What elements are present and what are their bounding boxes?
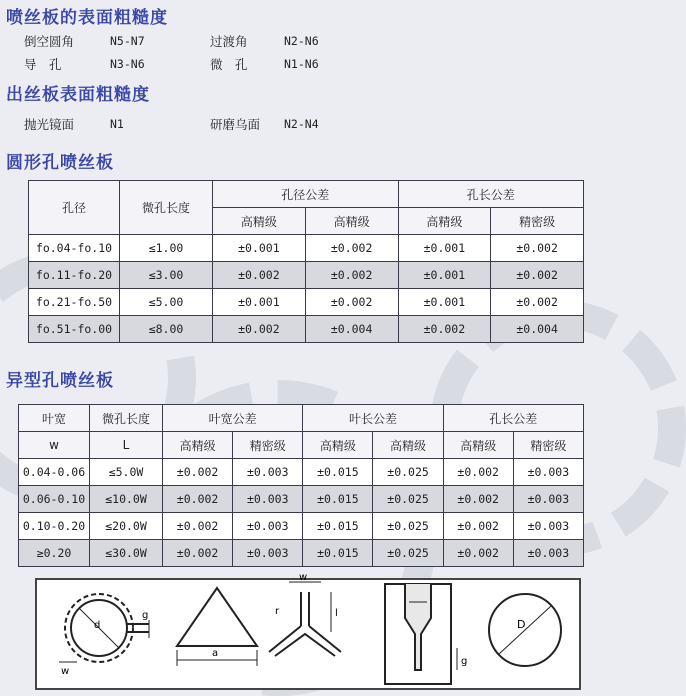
diagram-svg: [37, 572, 579, 688]
header-cell: w: [19, 432, 90, 459]
kv-label: 抛光镜面: [24, 117, 75, 132]
header-cell: 微孔长度: [90, 405, 163, 432]
table-cell: ≤30.0W: [90, 540, 163, 567]
keyhole-shape: [59, 594, 149, 662]
table-cell: ±0.002: [305, 289, 398, 316]
header-cell: 精密级: [491, 208, 584, 235]
table-cell: ±0.003: [233, 540, 303, 567]
header-cell: 微孔长度: [120, 181, 213, 235]
diagram-label-a: a: [212, 648, 219, 659]
table-cell: 0.06-0.10: [19, 486, 90, 513]
table-cell: ±0.002: [213, 262, 306, 289]
cross-section-shape: [385, 584, 457, 684]
y-shape: [269, 582, 341, 656]
section-title: 圆形孔喷丝板: [6, 153, 114, 173]
table-cell: fo.51-fo.00: [29, 316, 120, 343]
table-cell: ±0.003: [513, 513, 583, 540]
hole-profile-diagram: [35, 572, 581, 690]
table-cell: ±0.003: [513, 540, 583, 567]
table-cell: fo.21-fo.50: [29, 289, 120, 316]
table-cell: ±0.015: [303, 513, 373, 540]
table-cell: ±0.025: [373, 459, 443, 486]
diagram-label-l: l: [335, 608, 338, 619]
section-title: 异型孔喷丝板: [6, 371, 114, 391]
header-cell: 高精级: [213, 208, 306, 235]
table-cell: ±0.002: [443, 459, 513, 486]
table-cell: ±0.001: [398, 235, 491, 262]
table-cell: ±0.002: [491, 289, 584, 316]
table-cell: ±0.002: [213, 316, 306, 343]
diagram-label-g2: g: [461, 656, 468, 667]
header-cell: 精密级: [233, 432, 303, 459]
table-cell: ±0.002: [163, 513, 233, 540]
table-cell: ±0.004: [491, 316, 584, 343]
table-cell: fo.11-fo.20: [29, 262, 120, 289]
table-cell: ±0.003: [233, 486, 303, 513]
header-cell: 高精级: [373, 432, 443, 459]
kv-value: N5-N7: [110, 34, 145, 48]
table-cell: ±0.002: [163, 486, 233, 513]
kv-row: 倒空圆角: [24, 34, 75, 49]
header-cell: 高精级: [163, 432, 233, 459]
table-cell: ±0.003: [233, 513, 303, 540]
header-cell: L: [90, 432, 163, 459]
kv-label: 微 孔: [210, 57, 248, 72]
diagram-label-D: D: [517, 618, 526, 631]
table-cell: ≥0.20: [19, 540, 90, 567]
header-cell: 叶宽: [19, 405, 90, 432]
table-row: [29, 316, 584, 343]
table-cell: fo.04-fo.10: [29, 235, 120, 262]
table-cell: ≤1.00: [120, 235, 213, 262]
header-cell: 精密级: [513, 432, 583, 459]
table-cell: ≤8.00: [120, 316, 213, 343]
table-cell: ±0.002: [305, 235, 398, 262]
table-cell: ±0.001: [213, 235, 306, 262]
table-cell: ±0.002: [443, 540, 513, 567]
diagram-label-g: g: [142, 610, 149, 621]
table-cell: ±0.002: [443, 486, 513, 513]
table-cell: ±0.001: [398, 262, 491, 289]
table-cell: ≤3.00: [120, 262, 213, 289]
table-cell: ±0.002: [491, 262, 584, 289]
header-cell: 孔长公差: [443, 405, 583, 432]
kv-value: N3-N6: [110, 57, 145, 71]
table-cell: ±0.003: [233, 459, 303, 486]
diagram-label-r: r: [275, 606, 280, 617]
header-cell: 孔径: [29, 181, 120, 235]
kv-value: N2-N6: [284, 34, 319, 48]
header-cell: 叶长公差: [303, 405, 443, 432]
table-cell: ±0.004: [305, 316, 398, 343]
table-cell: ±0.002: [163, 540, 233, 567]
table-row: [19, 459, 584, 486]
kv-label: 过渡角: [210, 34, 248, 49]
table-row: [29, 289, 584, 316]
section-title: 出丝板表面粗糙度: [6, 85, 150, 105]
header-cell: 孔长公差: [398, 181, 584, 208]
kv-label: 导 孔: [24, 57, 62, 72]
table-cell: ≤5.00: [120, 289, 213, 316]
table-cell: ±0.002: [398, 316, 491, 343]
table-cell: ±0.003: [513, 486, 583, 513]
kv-value: N1: [110, 117, 124, 131]
profiled-hole-table: [18, 404, 584, 567]
table-cell: 0.04-0.06: [19, 459, 90, 486]
diagram-label-w2: w: [299, 572, 308, 583]
table-cell: ±0.025: [373, 513, 443, 540]
table-row: [19, 486, 584, 513]
diagram-label-w: w: [61, 666, 70, 677]
header-cell: 叶宽公差: [163, 405, 303, 432]
table-cell: ±0.002: [163, 459, 233, 486]
table-cell: ±0.002: [491, 235, 584, 262]
table-row: [19, 540, 584, 567]
table-cell: ±0.025: [373, 486, 443, 513]
table-cell: ±0.002: [443, 513, 513, 540]
table-cell: 0.10-0.20: [19, 513, 90, 540]
table-row: [29, 235, 584, 262]
header-cell: 孔径公差: [213, 181, 399, 208]
header-cell: 高精级: [305, 208, 398, 235]
header-cell: 高精级: [303, 432, 373, 459]
table-cell: ±0.001: [213, 289, 306, 316]
table-row: [29, 262, 584, 289]
table-cell: ±0.003: [513, 459, 583, 486]
table-cell: ≤20.0W: [90, 513, 163, 540]
table-cell: ±0.015: [303, 540, 373, 567]
header-cell: 高精级: [443, 432, 513, 459]
round-hole-table: [28, 180, 584, 343]
kv-label: 研磨乌面: [210, 117, 261, 132]
header-cell: 高精级: [398, 208, 491, 235]
table-cell: ±0.001: [398, 289, 491, 316]
table-row: [19, 513, 584, 540]
kv-value: N2-N4: [284, 117, 319, 131]
table-cell: ≤5.0W: [90, 459, 163, 486]
table-cell: ±0.015: [303, 459, 373, 486]
section-title: 喷丝板的表面粗糙度: [6, 8, 168, 28]
diagram-label-d: d: [94, 620, 101, 631]
table-cell: ±0.002: [305, 262, 398, 289]
kv-value: N1-N6: [284, 57, 319, 71]
table-cell: ±0.015: [303, 486, 373, 513]
table-cell: ≤10.0W: [90, 486, 163, 513]
table-cell: ±0.025: [373, 540, 443, 567]
